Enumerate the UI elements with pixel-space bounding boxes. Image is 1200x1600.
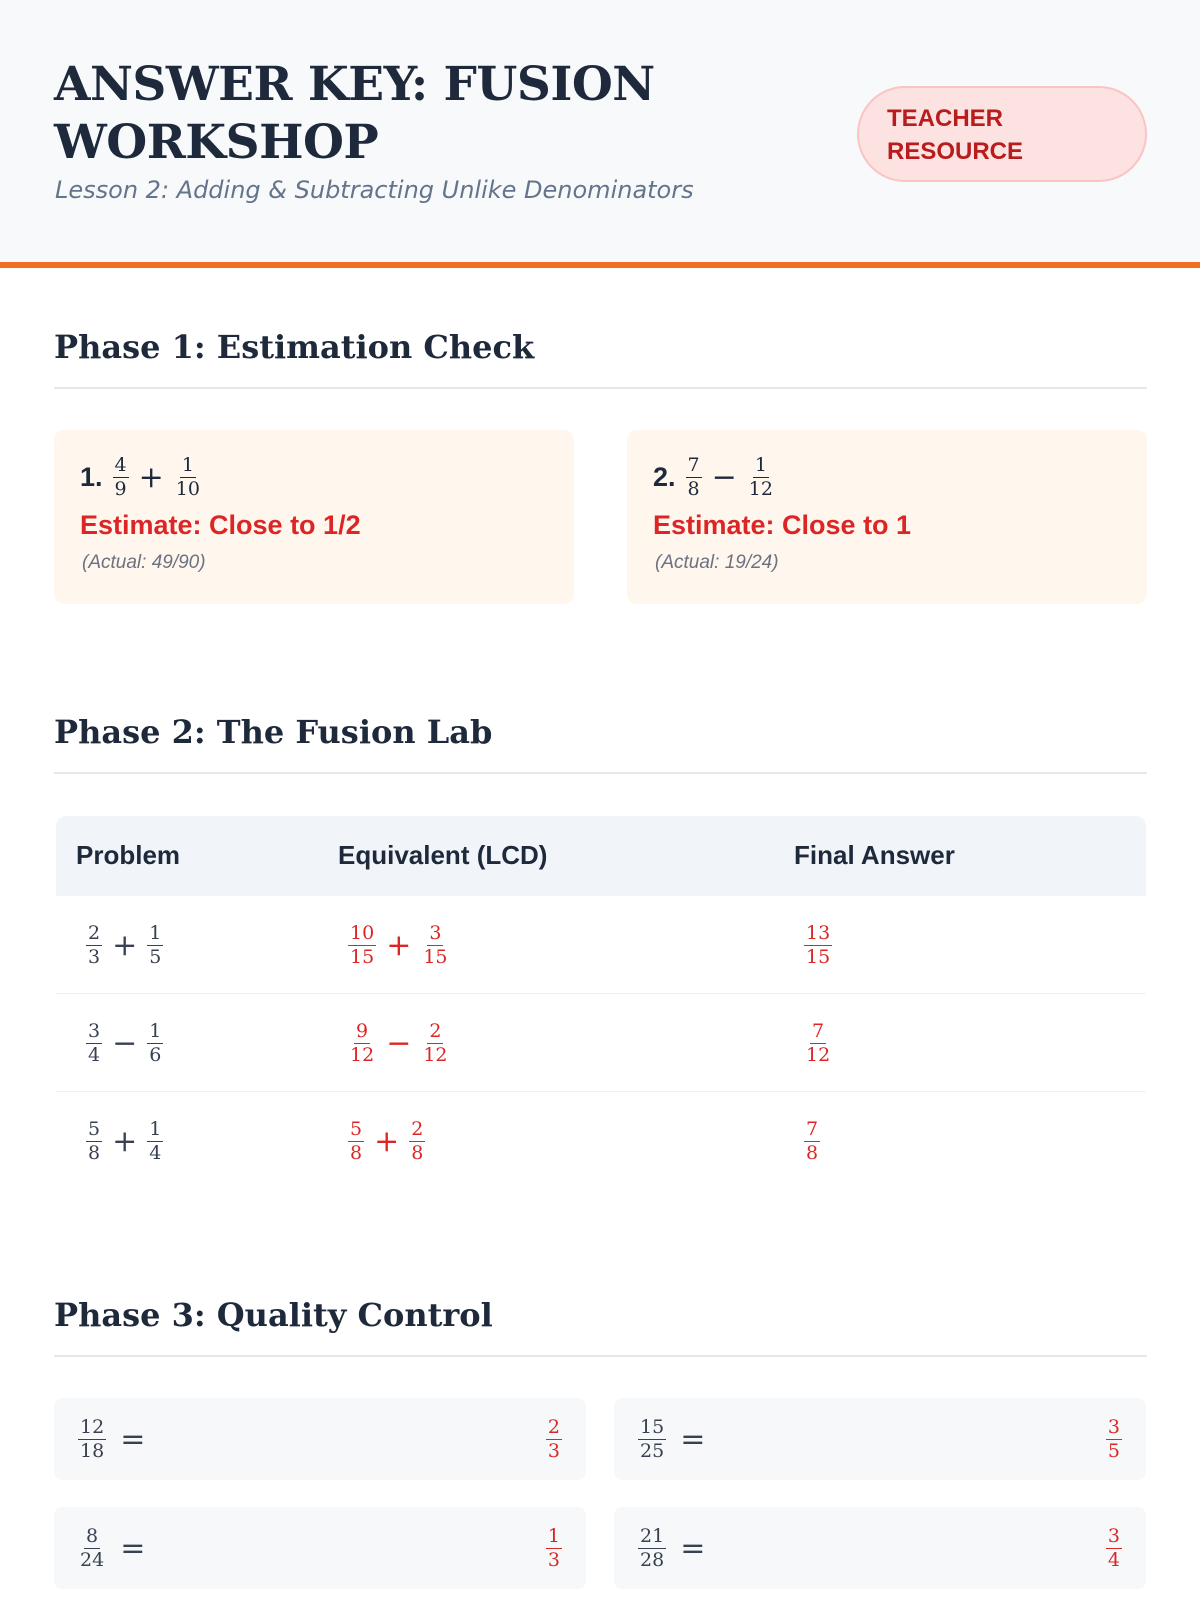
question-expression [78,1507,145,1589]
fraction [409,1117,425,1164]
denominator: 18 [80,1439,105,1462]
equals-sign: = [120,1421,146,1457]
numerator: 9 [356,1019,369,1042]
operator: − [112,1025,138,1061]
problem-expression [113,456,202,499]
numerator: 21 [640,1524,665,1547]
denominator: 8 [350,1141,363,1164]
estimate-answer: Estimate: Close to 1 [653,510,912,540]
fraction [348,1117,364,1164]
badge-label: TEACHER RESOURCE [887,105,1024,165]
problem-cell [86,896,163,994]
equivalent-cell [348,896,450,994]
operator: − [386,1025,412,1061]
simplified-answer [1106,1398,1122,1480]
equals-sign: = [680,1421,706,1457]
equals-sign: = [120,1530,146,1566]
estimation-card-1 [54,430,574,604]
problem-cell [86,994,163,1092]
column-header-equivalent: Equivalent (LCD) [338,840,548,870]
numerator: 2 [547,1415,560,1438]
denominator: 8 [687,478,700,500]
problem-cell [86,1092,163,1190]
denominator: 8 [806,1141,819,1164]
equivalent-cell [348,1092,425,1190]
fraction [421,921,449,968]
numerator: 3 [1107,1524,1120,1547]
numerator: 15 [640,1415,665,1438]
denominator: 8 [88,1141,101,1164]
denominator: 15 [806,945,831,968]
column-header-final-answer: Final Answer [794,840,955,870]
phase3-title: Phase 3: Quality Control [54,1296,493,1334]
phase2-title: Phase 2: The Fusion Lab [54,713,493,751]
final-answer-cell [804,896,832,994]
fraction [147,1019,163,1066]
estimation-problem [80,456,202,499]
quality-control-item [54,1507,586,1589]
fraction [1106,1524,1122,1571]
numerator: 2 [411,1117,424,1140]
table-header [56,816,1146,896]
estimate-answer: Estimate: Close to 1/2 [80,510,361,540]
quality-control-item [614,1507,1146,1589]
denominator: 25 [640,1439,665,1462]
table-row [56,1092,1146,1190]
fraction [638,1415,666,1462]
fraction [348,921,376,968]
numerator: 7 [687,454,700,476]
denominator: 28 [640,1548,665,1571]
fraction [86,1117,102,1164]
estimation-problem [653,456,775,499]
fraction [804,921,832,968]
numerator: 10 [350,921,375,944]
denominator: 4 [88,1043,101,1066]
column-header-problem: Problem [76,840,181,870]
denominator: 6 [149,1043,162,1066]
fraction [147,1117,163,1164]
page-title: ANSWER KEY: FUSION WORKSHOP [54,57,655,170]
quality-control-item [54,1398,586,1480]
operator: − [711,460,737,495]
denominator: 4 [1107,1548,1120,1571]
final-answer-cell [804,994,832,1092]
denominator: 24 [80,1548,105,1571]
final-answer-cell [804,1092,820,1190]
fraction [348,1019,376,1066]
simplified-answer [1106,1507,1122,1589]
teacher-resource-badge [857,86,1147,182]
fraction [686,456,702,499]
operator: + [386,927,412,963]
fraction [546,1524,562,1571]
actual-value: (Actual: 49/90) [82,552,206,573]
numerator: 1 [754,454,767,476]
numerator: 7 [806,1117,819,1140]
operator: + [374,1123,400,1159]
fraction [78,1415,106,1462]
numerator: 5 [350,1117,363,1140]
operator: + [112,927,138,963]
fraction [86,921,102,968]
numerator: 13 [806,921,831,944]
numerator: 1 [149,921,162,944]
fraction [147,921,163,968]
simplified-answer [546,1398,562,1480]
page-header [0,0,1200,268]
denominator: 9 [114,478,127,500]
equivalent-cell [348,994,450,1092]
numerator: 1 [149,1117,162,1140]
table-row [56,994,1146,1092]
numerator: 8 [86,1524,99,1547]
numerator: 2 [88,921,101,944]
denominator: 8 [411,1141,424,1164]
phase1-divider [54,387,1147,389]
fraction [638,1524,666,1571]
denominator: 10 [175,478,200,500]
denominator: 4 [149,1141,162,1164]
numerator: 3 [1107,1415,1120,1438]
phase2-divider [54,772,1147,774]
fraction [804,1019,832,1066]
fraction [546,1415,562,1462]
numerator: 5 [88,1117,101,1140]
simplified-answer [546,1507,562,1589]
fraction [804,1117,820,1164]
fraction [78,1524,106,1571]
numerator: 3 [88,1019,101,1042]
actual-value: (Actual: 19/24) [655,552,779,573]
estimation-card-2 [627,430,1147,604]
denominator: 12 [748,478,773,500]
denominator: 3 [88,945,101,968]
denominator: 12 [423,1043,448,1066]
fraction [421,1019,449,1066]
numerator: 2 [429,1019,442,1042]
problem-number: 1. [80,462,103,492]
equals-sign: = [680,1530,706,1566]
denominator: 15 [350,945,375,968]
problem-number: 2. [653,462,676,492]
numerator: 4 [114,454,127,476]
fraction [1106,1415,1122,1462]
numerator: 12 [80,1415,105,1438]
question-expression [638,1398,705,1480]
fraction [86,1019,102,1066]
denominator: 5 [149,945,162,968]
denominator: 3 [547,1439,560,1462]
page-subtitle: Lesson 2: Adding & Subtracting Unlike Denominators [55,176,694,204]
denominator: 12 [350,1043,375,1066]
question-expression [638,1507,705,1589]
problem-expression [686,456,775,499]
phase3-divider [54,1355,1147,1357]
phase1-title: Phase 1: Estimation Check [54,328,535,366]
question-expression [78,1398,145,1480]
quality-control-item [614,1398,1146,1480]
denominator: 3 [547,1548,560,1571]
fraction [747,456,775,499]
numerator: 1 [181,454,194,476]
denominator: 15 [423,945,448,968]
operator: + [112,1123,138,1159]
denominator: 12 [806,1043,831,1066]
numerator: 1 [149,1019,162,1042]
numerator: 7 [812,1019,825,1042]
numerator: 1 [547,1524,560,1547]
fraction [174,456,202,499]
operator: + [138,460,164,495]
fraction [113,456,129,499]
denominator: 5 [1107,1439,1120,1462]
numerator: 3 [429,921,442,944]
table-row [56,896,1146,994]
